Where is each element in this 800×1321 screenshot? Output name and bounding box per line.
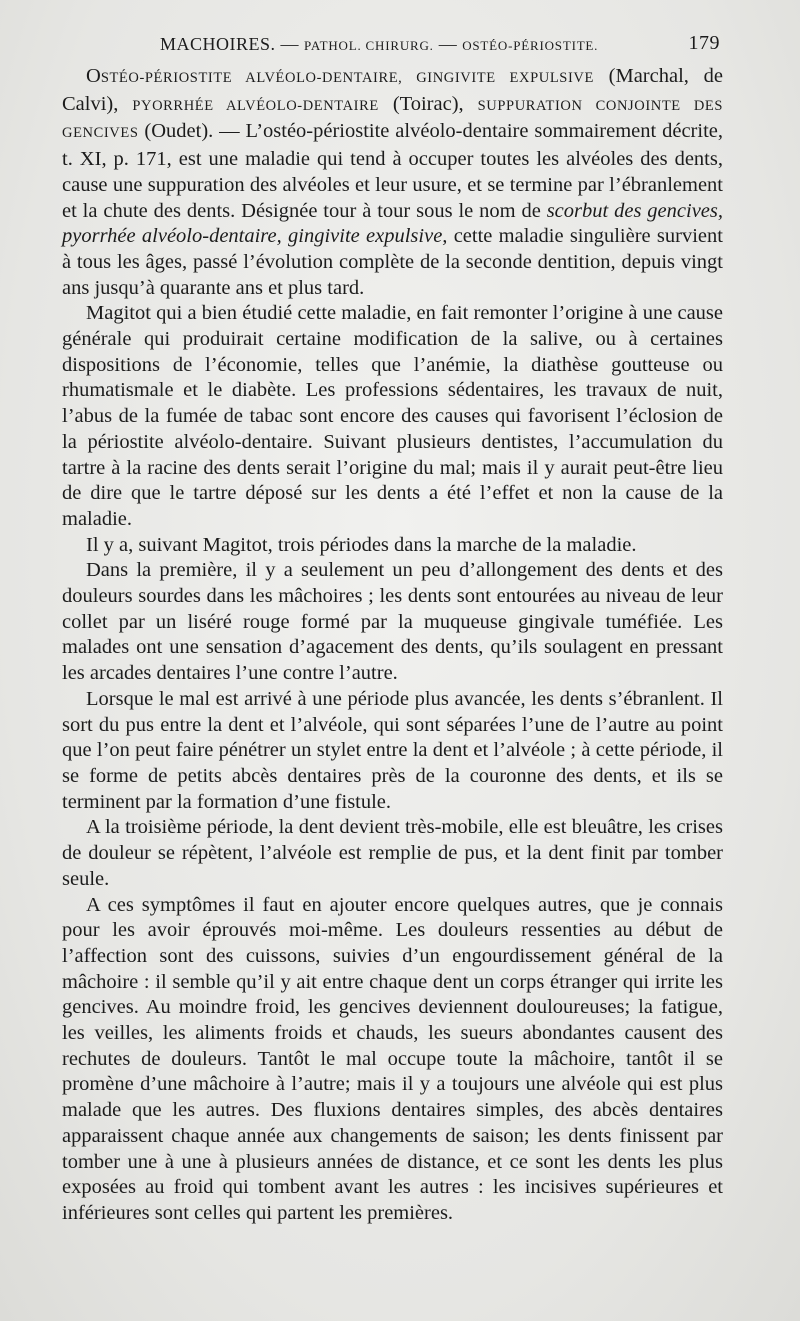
header-title (160, 34, 598, 55)
paragraph-1 (62, 64, 723, 301)
page-number: 179 (688, 32, 720, 54)
header-main: MACHOIRES. (160, 34, 276, 54)
paragraph-7: A ces symptômes il faut en ajouter encore quelques autres, que je connais pour les avoir éprouvés moi-même. Les douleurs ressenties au début de l’affection sont des cuissons, suivies d’un engourdissement général de la mâchoire : il semble qu’il y ait entre chaque dent un corps étranger qui irrite les gencives. Au moindre froid, les gencives deviennent douloureuses; la fatigue, les veilles, les aliments froids et chauds, les sueurs abondantes causent des rechutes de douleurs. Tantôt le mal occupe toute la mâchoire, tantôt il se promène d’une mâchoire à l’autre; mais il y a toujours une alvéole qui est plus malade que les autres. Des fluxions dentaires simples, des abcès dentaires apparaissent chaque année aux changements de saison; les dents finissent par tomber une à une à plusieurs années de distance, et ce sont les dents les plus exposées au froid qui tombent avant les autres : les incisives supérieures et inférieures sont celles qui partent les premières. (62, 893, 723, 1224)
running-header (160, 30, 720, 58)
author-a: (Marchal, de Calvi), (62, 65, 723, 115)
italic-disease-names: scorbut des gencives, pyorrhée alvéolo-dentaire, gingivite expulsive, (62, 199, 723, 248)
page-body (62, 64, 723, 1227)
paragraph-3: Il y a, suivant Magitot, trois périodes dans la marche de la maladie. (86, 533, 637, 556)
header-dash-2: — (438, 34, 458, 54)
heading-a: STÉO-PÉRIOSTITE ALVÉOLO-DENTAIRE, GINGIVITE EXPULSIVE (100, 70, 594, 86)
paragraph-2: Magitot qui a bien étudié cette maladie, en fait remonter l’origine à une cause générale qui produirait certaine modification de la salive, ou à certaines dispositions de l’économie, telles que l’anémie, la diathèse goutteuse ou rhumatismale et le diabète. Les professions sédentaires, les travaux de nuit, l’abus de la fumée de tabac sont encore des causes qui favorisent l’éclosion de la périostite alvéolo-dentaire. Suivant plusieurs dentistes, l’accumulation du tartre à la racine des dents serait l’origine du mal; mais il y aurait peut-être lieu de dire que le tartre déposé sur les dents a été l’effet et non la cause de la maladie. (62, 302, 723, 530)
paragraph-1-rest: cette maladie singulière survient à tous les âges, passé l’évolution complète de la seconde dentition, depuis vingt ans jusqu’à quarante ans et plus tard. (62, 225, 723, 299)
header-subsection: OSTÉO-PÉRIOSTITE. (462, 38, 599, 53)
paragraph-6: A la troisième période, la dent devient très-mobile, elle est bleuâtre, les crises de douleur se répètent, l’alvéole est remplie de pus, et la dent finit par tomber seule. (62, 816, 723, 890)
author-b: (Toirac), (378, 92, 478, 115)
paragraph-5: Lorsque le mal est arrivé à une période plus avancée, les dents s’ébranlent. Il sort du pus entre la dent et l’alvéole, qui sont séparées l’une de l’autre au point que l’on peut faire pénétrer un stylet entre la dent et l’alvéole ; à cette période, il se forme de petits abcès dentaires près de la couronne des dents, et ils se terminent par la formation d’une fistule. (62, 687, 723, 813)
paragraph-4: Dans la première, il y a seulement un peu d’allongement des dents et des douleurs sourdes dans les mâchoires ; les dents sont entourées au niveau de leur collet par un liséré rouge formé par la muqueuse gingivale tuméfiée. Les malades ont une sensation d’agacement des dents, qu’ils soulagent en pressant les arcades dentaires l’une contre l’autre. (62, 559, 723, 685)
heading-b: PYORRHÉE ALVÉOLO-DENTAIRE (132, 97, 379, 114)
header-section: PATHOL. CHIRURG. (304, 38, 434, 53)
heading-c: SUPPURATION CONJOINTE DES GENCIVES (62, 97, 724, 142)
header-dash-1: — (280, 34, 300, 54)
heading-a-initial: O (86, 65, 101, 87)
paragraph-1-text: (Oudet). — L’ostéo-périostite alvéolo-dentaire sommairement décrite, t. XI, p. 171, est une maladie qui tend à occuper toutes les alvéoles des dents, cause une suppuration des alvéoles et leur usure, et se termine par l’ébranlement et la chute des dents. Désignée tour à tour sous le nom de (62, 120, 723, 222)
